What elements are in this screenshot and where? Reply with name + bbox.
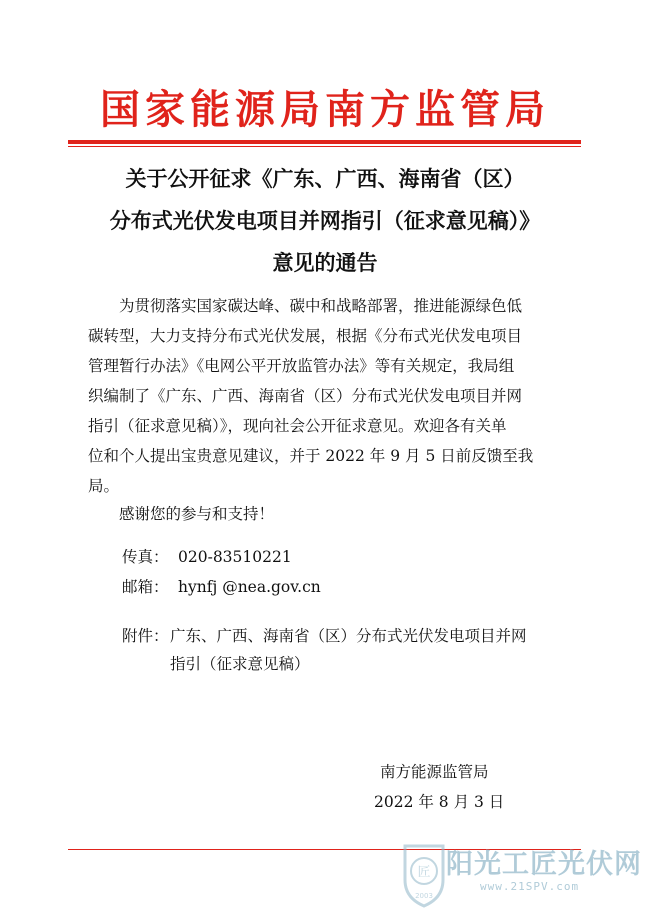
watermark-year: 2003 bbox=[415, 892, 433, 900]
body-paragraph-line: 碳转型，大力支持分布式光伏发展，根据《分布式光伏发电项目 bbox=[88, 327, 523, 345]
thanks-line: 感谢您的参与和支持！ bbox=[88, 505, 275, 523]
svg-text:匠: 匠 bbox=[417, 865, 431, 880]
body-paragraph-line: 为贯彻落实国家碳达峰、碳中和战略部署，推进能源绿色低 bbox=[88, 297, 523, 315]
body-paragraph-line: 位和个人提出宝贵意见建议，并于 2022 年 9 月 5 日前反馈至我 bbox=[88, 447, 534, 465]
email-label: 邮箱： bbox=[122, 578, 169, 596]
signature-date: 2022 年 8 月 3 日 bbox=[374, 793, 505, 811]
body-paragraph-line: 织编制了《广东、广西、海南省（区）分布式光伏发电项目并网 bbox=[88, 387, 523, 405]
body-paragraph-line: 管理暂行办法》《电网公平开放监管办法》等有关规定，我局组 bbox=[88, 357, 515, 375]
attachment-title-line-1: 广东、广西、海南省（区）分布式光伏发电项目并网 bbox=[170, 627, 527, 645]
attachment-title-line-2: 指引（征求意见稿） bbox=[170, 655, 310, 673]
body-paragraph-line: 局。 bbox=[88, 477, 120, 495]
fax-number: 020-83510221 bbox=[178, 548, 292, 566]
header-divider-thick bbox=[68, 140, 581, 144]
attachment-label: 附件： bbox=[122, 627, 169, 645]
watermark-url: www.21SPV.com bbox=[480, 880, 580, 893]
notice-title-line-3: 意见的通告 bbox=[272, 250, 378, 275]
body-paragraph-line: 指引（征求意见稿）》，现向社会公开征求意见。欢迎各有关单 bbox=[88, 417, 507, 435]
fax-label: 传真： bbox=[122, 548, 169, 566]
notice-title-line-2: 分布式光伏发电项目并网指引（征求意见稿）》 bbox=[109, 208, 541, 233]
signature-org: 南方能源监管局 bbox=[380, 763, 489, 781]
email-address[interactable]: hynfj @nea.gov.cn bbox=[178, 578, 321, 596]
issuing-authority-title: 国家能源局南方监管局 bbox=[100, 86, 550, 133]
header-divider-thin bbox=[68, 146, 581, 147]
notice-title-line-1: 关于公开征求《广东、广西、海南省（区） bbox=[125, 166, 525, 191]
watermark-text: 阳光工匠光伏网 bbox=[446, 849, 642, 880]
